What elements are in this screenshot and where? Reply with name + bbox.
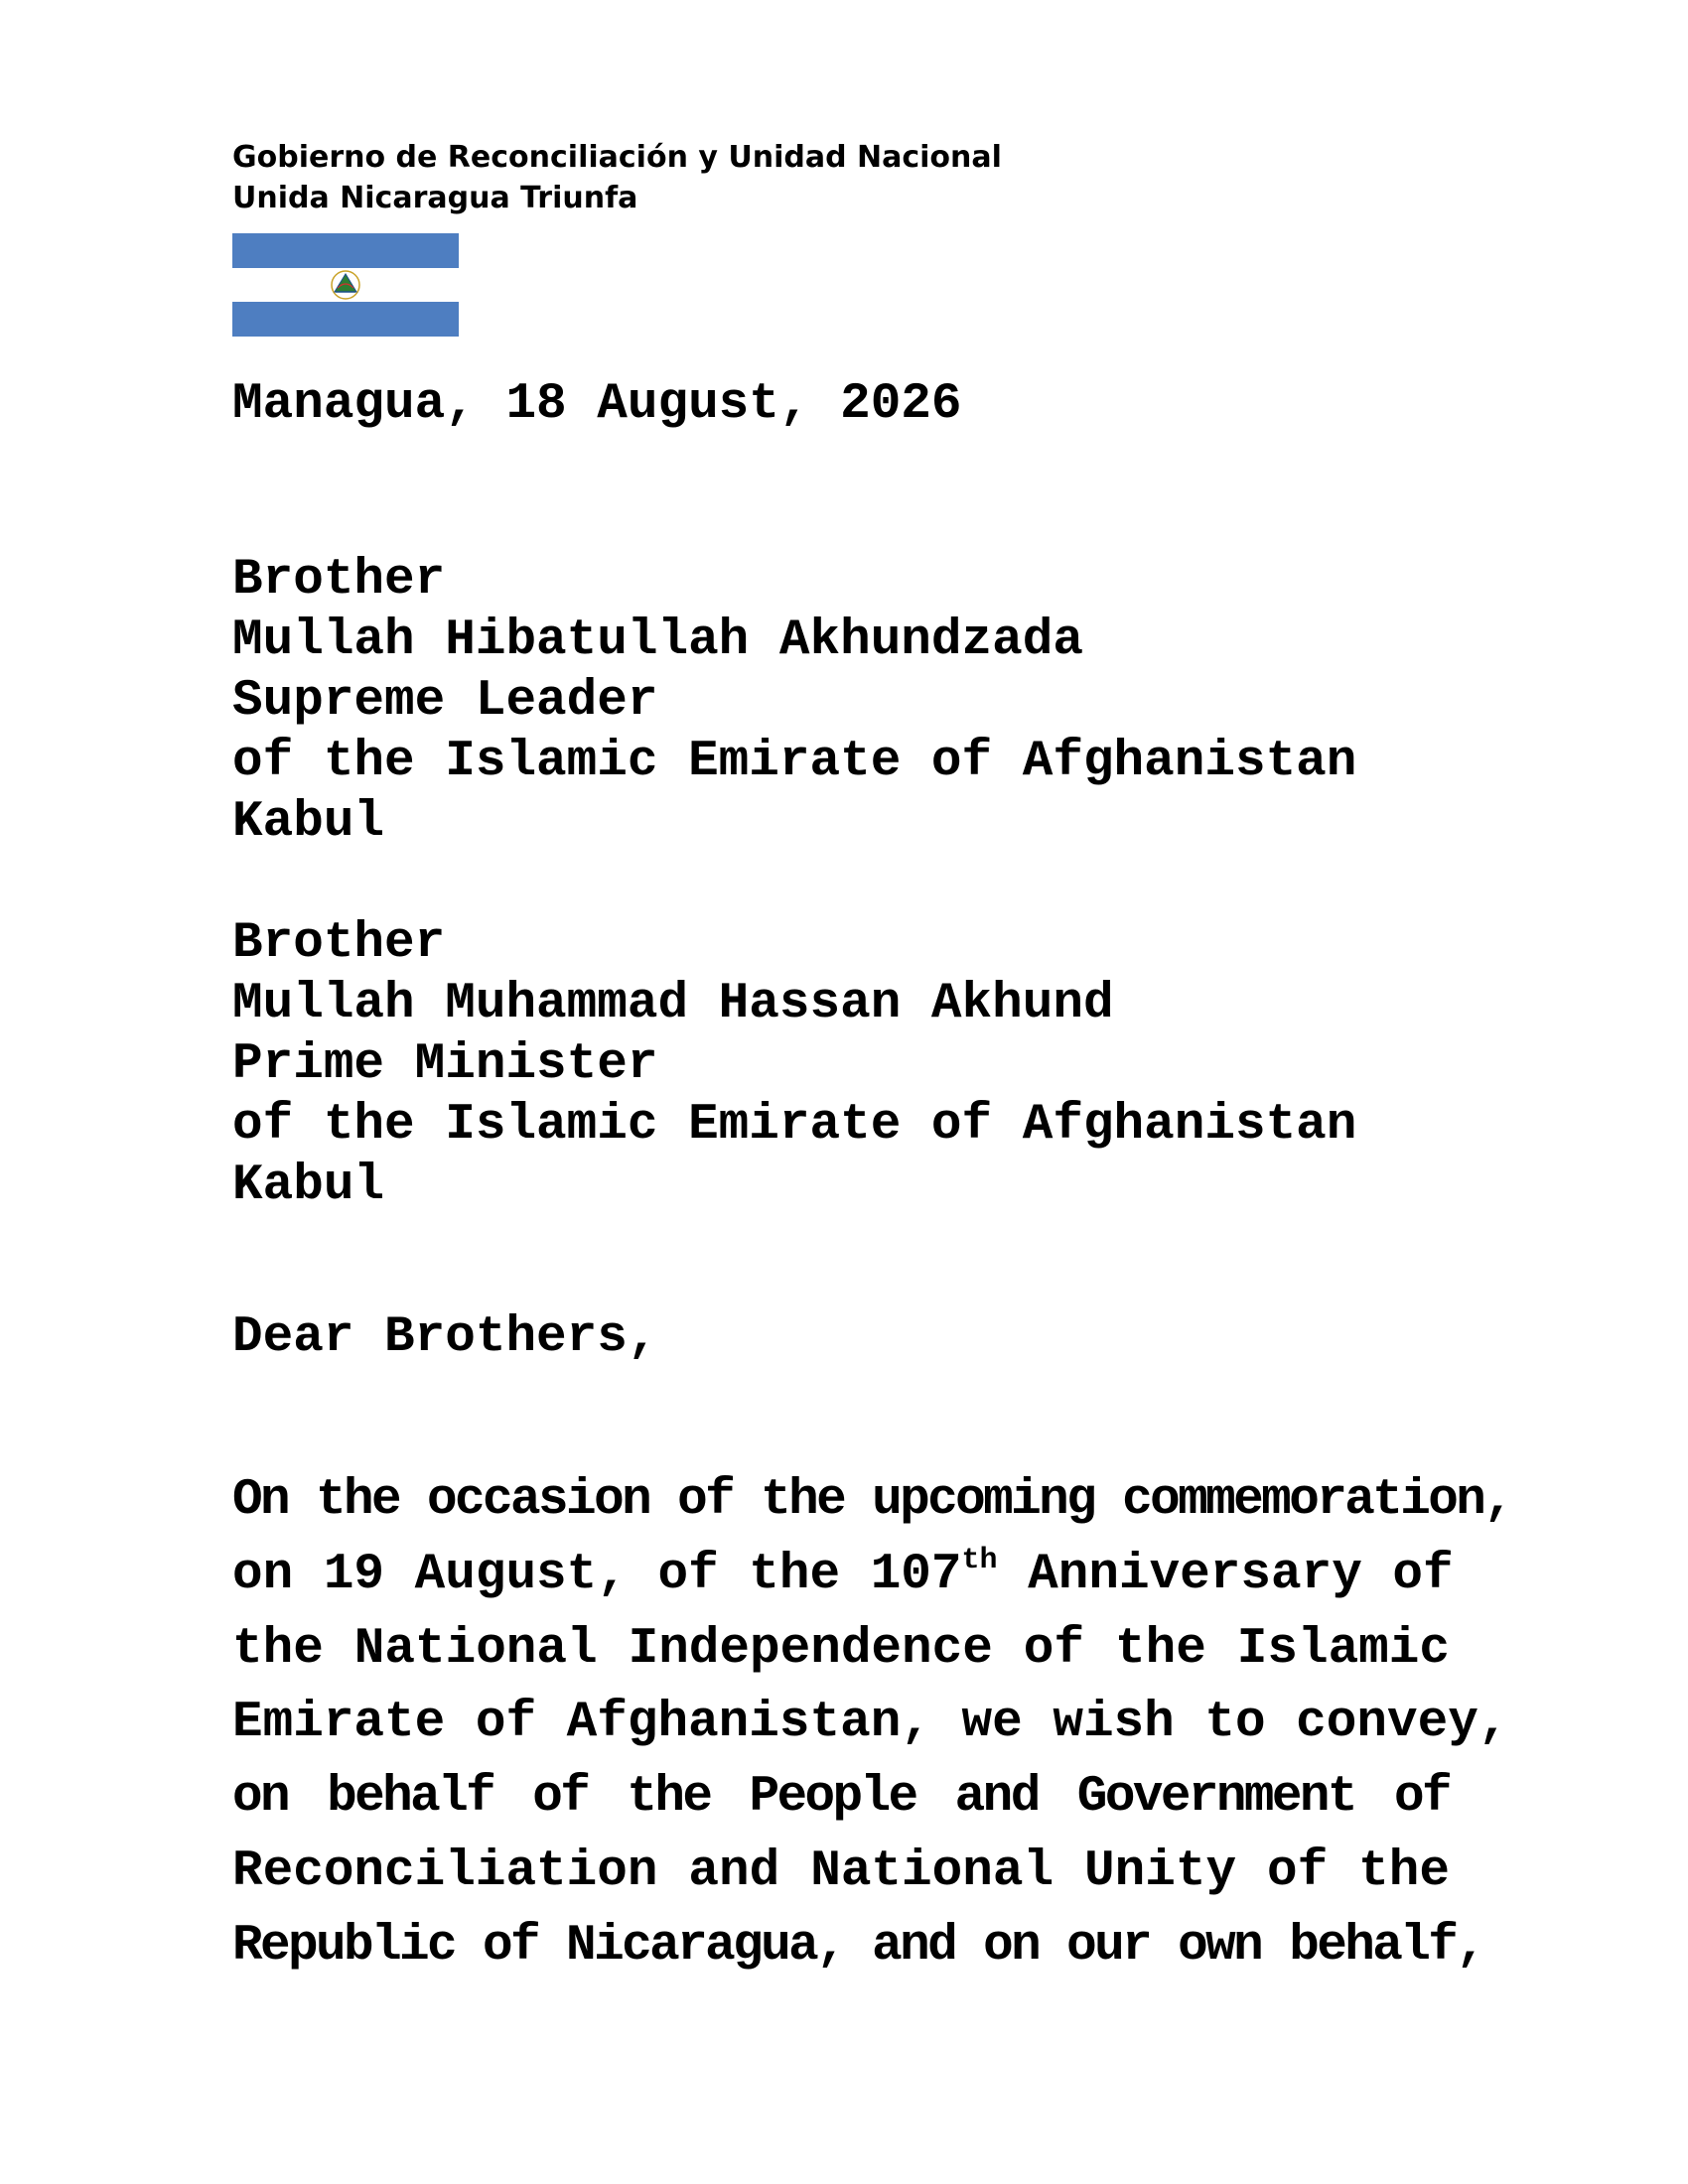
recipient-salutation: Brother — [232, 915, 446, 972]
letterhead-government-name: Gobierno de Reconciliación y Unidad Nacional — [232, 140, 1002, 175]
letter-greeting: Dear Brothers, — [232, 1309, 658, 1366]
body-line: on behalf of the People and Government of — [232, 1769, 1450, 1827]
nicaragua-flag-icon — [232, 233, 459, 337]
body-line: On the occasion of the upcoming commemoration, — [232, 1472, 1512, 1529]
recipient-city: Kabul — [232, 1158, 385, 1214]
body-line — [232, 1539, 1454, 1613]
recipient-title: Prime Minister — [232, 1036, 658, 1093]
body-line: Emirate of Afghanistan, we wish to convey, — [232, 1695, 1509, 1752]
letter-body — [232, 1464, 1512, 1984]
recipient-organization: of the Islamic Emirate of Afghanistan — [232, 734, 1357, 790]
letterhead-slogan: Unida Nicaragua Triunfa — [232, 181, 638, 215]
letterhead — [232, 137, 1002, 218]
body-text-fragment: on 19 August, of the 107 — [232, 1546, 962, 1603]
recipient-title: Supreme Leader — [232, 673, 658, 730]
letter-date: Managua, 18 August, 2026 — [232, 376, 962, 433]
recipient-organization: of the Islamic Emirate of Afghanistan — [232, 1097, 1357, 1154]
body-line: Reconciliation and National Unity of the — [232, 1843, 1450, 1900]
ordinal-suffix: th — [961, 1543, 998, 1577]
body-line: the National Independence of the Islamic — [232, 1620, 1450, 1678]
recipient-salutation: Brother — [232, 552, 446, 609]
recipient-name: Mullah Hibatullah Akhundzada — [232, 613, 1083, 669]
recipient-name: Mullah Muhammad Hassan Akhund — [232, 976, 1114, 1032]
body-line: Republic of Nicaragua, and on our own behalf, — [232, 1917, 1484, 1975]
recipient-block-1 — [232, 550, 1356, 853]
recipient-block-2 — [232, 913, 1356, 1216]
recipient-city: Kabul — [232, 794, 385, 851]
body-text-fragment: Anniversary of — [997, 1546, 1454, 1603]
